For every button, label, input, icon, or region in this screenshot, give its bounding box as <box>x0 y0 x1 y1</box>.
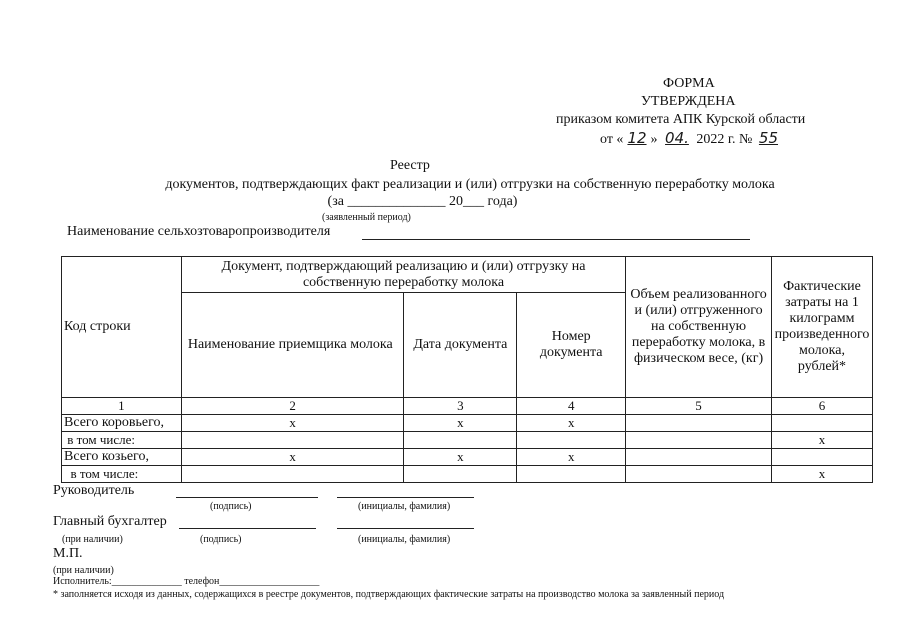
header-cost: Фактические затраты на 1 килограмм произведенного молока, рублей* <box>771 257 872 398</box>
approved-label: УТВЕРЖДЕНА <box>641 94 736 109</box>
table-row <box>62 449 873 466</box>
head-signature-line <box>176 497 318 498</box>
cell <box>626 432 772 449</box>
accountant-signature-hint: (подпись) <box>200 534 242 545</box>
doc-subtitle: документов, подтверждающих факт реализации и (или) отгрузки на собственную переработку молока <box>165 177 775 192</box>
cell <box>517 432 626 449</box>
cell <box>771 449 872 466</box>
doc-title: Реестр <box>390 158 430 173</box>
cell <box>404 466 517 483</box>
col-number: 5 <box>626 398 772 415</box>
producer-field-line <box>362 239 750 240</box>
head-name-line <box>337 497 474 498</box>
cell: х <box>181 449 404 466</box>
if-present-hint: (при наличии) <box>62 534 123 545</box>
executor-line: Исполнитель:______________ телефон____________________ <box>53 576 320 587</box>
cell: х <box>404 415 517 432</box>
stamp-hint: (при наличии) <box>53 565 114 576</box>
table-row <box>62 466 873 483</box>
cell <box>517 466 626 483</box>
order-month: 04. <box>665 129 689 147</box>
col-number: 6 <box>771 398 872 415</box>
accountant-signature-line <box>179 528 316 529</box>
cell <box>626 449 772 466</box>
table-row <box>62 415 873 432</box>
cell <box>626 415 772 432</box>
table-row <box>62 432 873 449</box>
header-date: Дата документа <box>404 293 517 398</box>
cell <box>181 466 404 483</box>
row-label: в том числе: <box>62 466 182 483</box>
header-doc-group: Документ, подтверждающий реализацию и (или) отгрузку на собственную переработку молока <box>181 257 625 293</box>
accountant-name-hint: (инициалы, фамилия) <box>358 534 451 545</box>
cell: х <box>517 415 626 432</box>
cell: х <box>181 415 404 432</box>
register-table <box>61 256 873 483</box>
row-label: Всего козьего, <box>62 449 182 466</box>
cell <box>771 415 872 432</box>
header-volume: Объем реализованного и (или) отгруженного на собственную переработку молока, в физическом весе, (кг) <box>626 257 772 398</box>
cell <box>404 432 517 449</box>
col-number: 1 <box>62 398 182 415</box>
cell: х <box>404 449 517 466</box>
cell <box>181 432 404 449</box>
cell: х <box>771 432 872 449</box>
cell: х <box>517 449 626 466</box>
stamp-label: М.П. <box>53 546 83 561</box>
header-number: Номер документа <box>517 293 626 398</box>
cell: х <box>771 466 872 483</box>
order-day: 12 <box>627 129 647 147</box>
row-label: в том числе: <box>62 432 182 449</box>
header-code: Код строки <box>62 257 182 398</box>
footnote: * заполняется исходя из данных, содержащихся в реестре документов, подтверждающих фактические затраты на производство молока за заявленный период <box>53 589 725 600</box>
cell <box>626 466 772 483</box>
order-authority: приказом комитета АПК Курской области <box>556 112 806 127</box>
col-number: 2 <box>181 398 404 415</box>
form-label: ФОРМА <box>663 76 715 91</box>
head-signature-hint: (подпись) <box>210 501 252 512</box>
order-number: 55 <box>758 129 779 147</box>
head-label: Руководитель <box>53 483 135 498</box>
header-receiver: Наименование приемщика молока <box>181 293 404 398</box>
head-name-hint: (инициалы, фамилия) <box>358 501 451 512</box>
accountant-name-line <box>337 528 474 529</box>
producer-label: Наименование сельхозтоваропроизводителя <box>67 224 331 239</box>
period-hint: (заявленный период) <box>322 212 411 223</box>
order-date-line: от « 12 » 04. 2022 г. № 55 <box>600 129 781 148</box>
accountant-label: Главный бухгалтер <box>53 514 167 529</box>
col-number: 4 <box>517 398 626 415</box>
col-number: 3 <box>404 398 517 415</box>
period-line: (за ______________ 20___ года) <box>327 194 518 209</box>
row-label: Всего коровьего, <box>62 415 182 432</box>
